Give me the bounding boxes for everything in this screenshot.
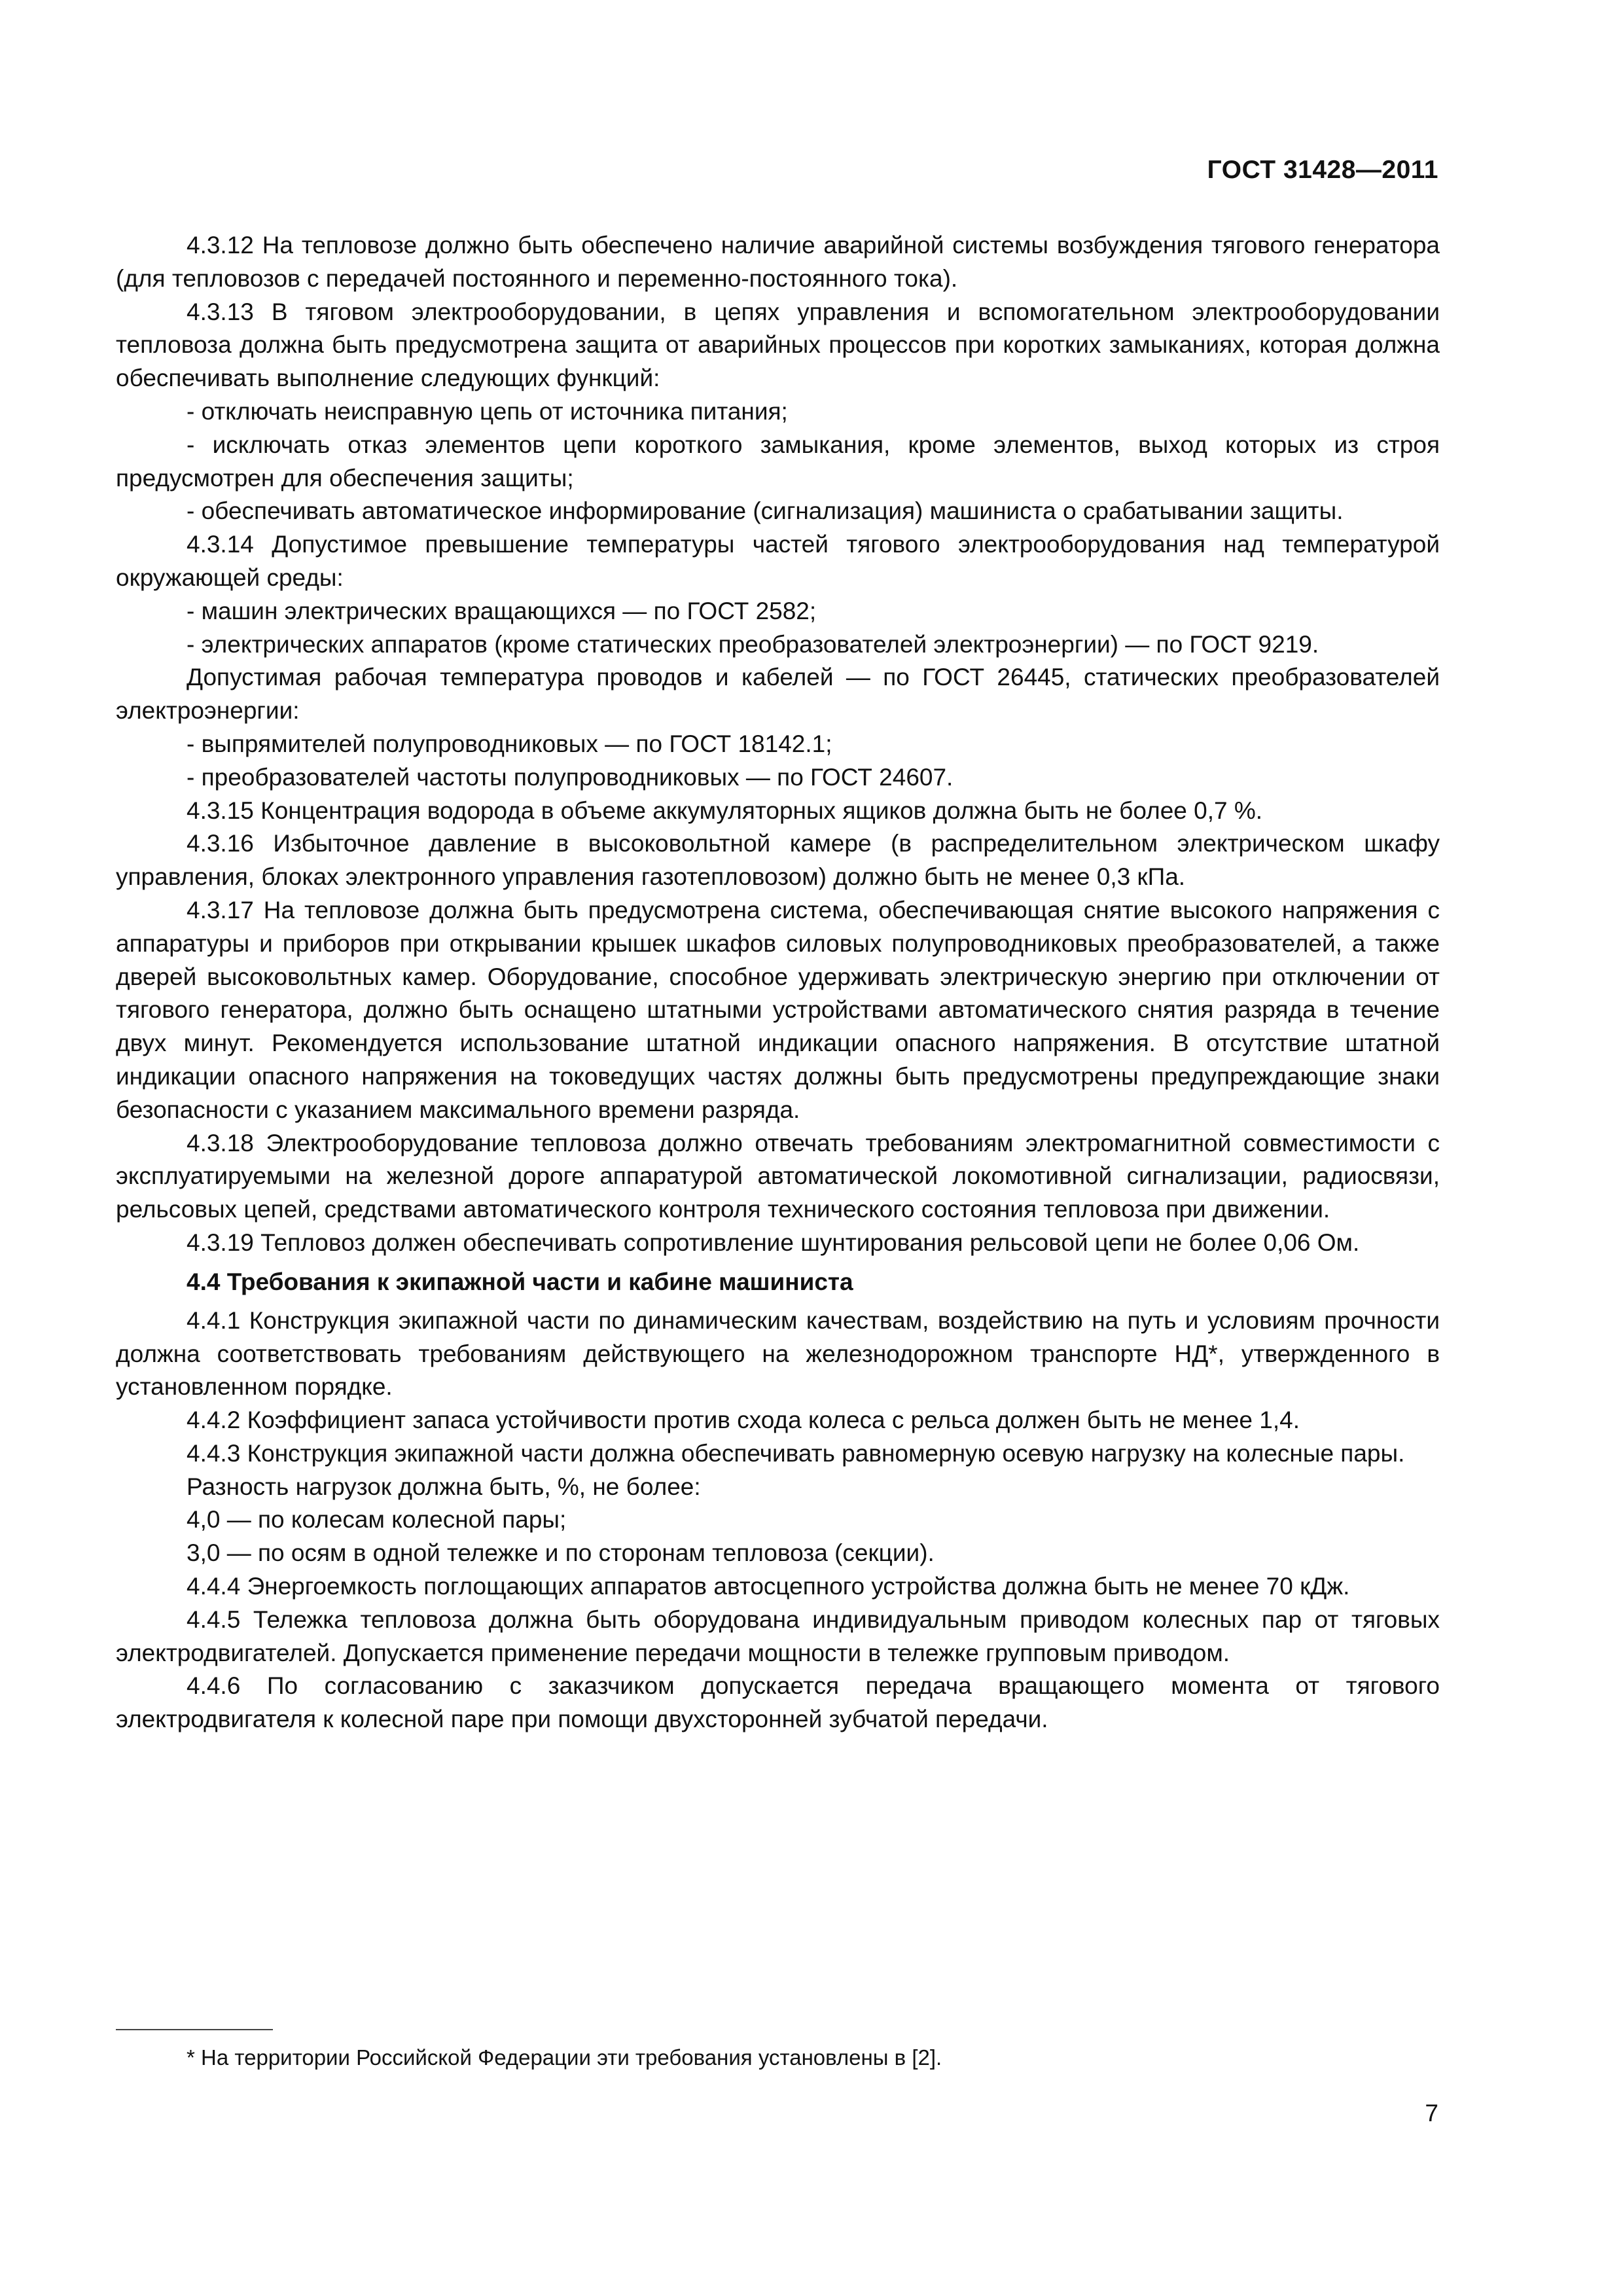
list-item: - выпрямителей полупроводниковых — по ГОСТ 18142.1; [187, 730, 832, 757]
list-item: 3,0 — по осям в одной тележке и по сторонам тепловоза (секции). [187, 1539, 935, 1567]
paragraph-4-3-12: 4.3.12 На тепловозе должно быть обеспечено наличие аварийной системы возбуждения тягового генератора (для тепловозов с передачей постоянного и переменно-постоянного тока). [116, 232, 1440, 292]
list-item: - машин электрических вращающихся — по ГОСТ 2582; [187, 597, 817, 624]
list-item: - электрических аппаратов (кроме статических преобразователей электроэнергии) — по ГОСТ 9219. [187, 630, 1319, 658]
paragraph-4-4-6: 4.4.6 По согласованию с заказчиком допускается передача вращающего момента от тягового электродвигателя к колесной паре при помощи двухсторонней зубчатой передачи. [116, 1672, 1440, 1733]
document-id-header: ГОСТ 31428—2011 [1207, 156, 1438, 184]
paragraph-4-3-15: 4.3.15 Концентрация водорода в объеме аккумуляторных ящиков должна быть не более 0,7 %. [187, 797, 1263, 824]
document-body [116, 229, 1440, 1736]
paragraph-4-3-17: 4.3.17 На тепловозе должна быть предусмотрена система, обеспечивающая снятие высокого напряжения с аппаратуры и приборов при открывании крышек шкафов силовых полупроводниковых преобразователей, а также дверей высоковольтных камер. Оборудование, способное удерживать электрическую энергию при отключении от тягового генератора, должно быть оснащено штатными устройствами автоматического снятия разряда в течение двух минут. Рекомендуется использование штатной индикации опасного напряжения. В отсутствие штатной индикации опасного напряжения на токоведущих частях должны быть предусмотрены предупреждающие знаки безопасности с указанием максимального времени разряда. [116, 896, 1440, 1123]
paragraph-4-3-13: 4.3.13 В тяговом электрооборудовании, в цепях управления и вспомогательном электрооборудовании тепловоза должна быть предусмотрена защита от аварийных процессов при коротких замыканиях, которая должна обеспечивать выполнение следующих функций: [116, 298, 1440, 392]
paragraph-4-4-3: 4.4.3 Конструкция экипажной части должна обеспечивать равномерную осевую нагрузку на колесные пары. [187, 1439, 1405, 1467]
list-item: - отключать неисправную цепь от источника питания; [187, 397, 788, 425]
section-heading-4-4: 4.4 Требования к экипажной части и кабине машиниста [187, 1268, 853, 1295]
paragraph-load-difference: Разность нагрузок должна быть, %, не более: [187, 1473, 701, 1500]
footnote: * На территории Российской Федерации эти требования установлены в [2]. [187, 2045, 942, 2070]
list-item: - исключать отказ элементов цепи короткого замыкания, кроме элементов, выход которых из строя предусмотрен для обеспечения защиты; [116, 431, 1440, 492]
list-item: - преобразователей частоты полупроводниковых — по ГОСТ 24607. [187, 763, 954, 791]
paragraph-4-4-2: 4.4.2 Коэффициент запаса устойчивости против схода колеса с рельса должен быть не менее 1,4. [187, 1407, 1300, 1434]
paragraph-4-4-4: 4.4.4 Энергоемкость поглощающих аппаратов автосцепного устройства должна быть не менее 70 кДж. [187, 1573, 1350, 1600]
paragraph-4-3-18: 4.3.18 Электрооборудование тепловоза должно отвечать требованиям электромагнитной совместимости с эксплуатируемыми на железной дороге аппаратурой автоматической локомотивной сигнализации, радиосвязи, рельсовых цепей, средствами автоматического контроля технического состояния тепловоза при движении. [116, 1129, 1440, 1223]
list-item: - обеспечивать автоматическое информирование (сигнализация) машиниста о срабатывании защиты. [187, 497, 1344, 525]
paragraph-4-3-16: 4.3.16 Избыточное давление в высоковольтной камере (в распределительном электрическом шкафу управления, блоках электронного управления газотепловозом) должно быть не менее 0,3 кПа. [116, 830, 1440, 891]
list-item: 4,0 — по колесам колесной пары; [187, 1506, 567, 1534]
footnote-divider [116, 2029, 273, 2030]
page-number: 7 [1425, 2100, 1438, 2126]
paragraph-4-3-14: 4.3.14 Допустимое превышение температуры частей тягового электрооборудования над температурой окружающей среды: [116, 531, 1440, 591]
paragraph-working-temperature: Допустимая рабочая температура проводов и кабелей — по ГОСТ 26445, статических преобразователей электроэнергии: [116, 664, 1440, 725]
paragraph-4-4-1: 4.4.1 Конструкция экипажной части по динамическим качествам, воздействию на путь и условиям прочности должна соответствовать требованиям действующего на железнодорожном транспорте НД*, утвержденного в установленном порядке. [116, 1306, 1440, 1401]
paragraph-4-4-5: 4.4.5 Тележка тепловоза должна быть оборудована индивидуальным приводом колесных пар от тяговых электродвигателей. Допускается применение передачи мощности в тележке групповым приводом. [116, 1605, 1440, 1666]
paragraph-4-3-19: 4.3.19 Тепловоз должен обеспечивать сопротивление шунтирования рельсовой цепи не более 0,06 Ом. [187, 1229, 1360, 1256]
